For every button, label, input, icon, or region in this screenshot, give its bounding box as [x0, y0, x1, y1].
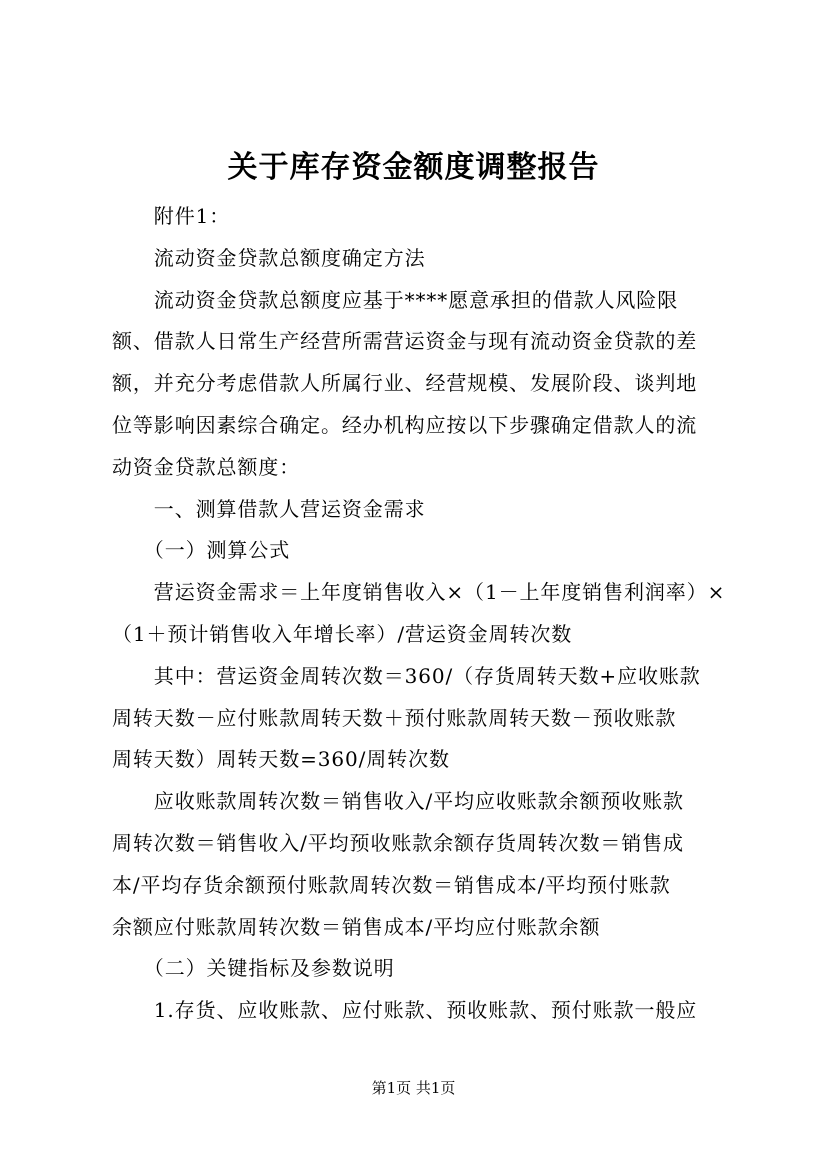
paragraph-line: 1.存货、应收账款、应付账款、预收账款、预付账款一般应 — [112, 998, 698, 1023]
paragraph-line: 本/平均存货余额预付账款周转次数＝销售成本/平均预付账款 — [112, 872, 671, 897]
document-body — [112, 196, 728, 1032]
paragraph-line: （1＋预计销售收入年增长率）/营运资金周转次数 — [112, 621, 573, 646]
paragraph-line: 流动资金贷款总额度应基于****愿意承担的借款人风险限 — [112, 287, 679, 312]
paragraph-line: 额，并充分考虑借款人所属行业、经营规模、发展阶段、谈判地 — [112, 371, 698, 396]
paragraph-line: 一、测算借款人营运资金需求 — [112, 496, 426, 521]
paragraph-line: （一）测算公式 — [112, 538, 291, 563]
page-footer: 第1页 共1页 — [371, 1079, 456, 1097]
paragraph-line: 周转天数）周转天数=360/周转次数 — [112, 747, 450, 772]
paragraph-line: 营运资金需求＝上年度销售收入×（1－上年度销售利润率）× — [112, 580, 726, 605]
document-title: 关于库存资金额度调整报告 — [227, 150, 600, 185]
paragraph-line: 附件1： — [112, 204, 231, 228]
paragraph-line: 位等影响因素综合确定。经办机构应按以下步骤确定借款人的流 — [112, 412, 698, 437]
paragraph-line: 流动资金贷款总额度确定方法 — [112, 245, 426, 270]
paragraph-line: （二）关键指标及参数说明 — [112, 956, 395, 981]
paragraph-line: 余额应付账款周转次数＝销售成本/平均应付账款余额 — [112, 914, 601, 939]
paragraph-line: 应收账款周转次数＝销售收入/平均应收账款余额预收账款 — [112, 789, 684, 814]
paragraph-line: 周转天数－应付账款周转天数＋预付账款周转天数－预收账款 — [112, 705, 677, 730]
paragraph-line: 周转次数＝销售收入/平均预收账款余额存货周转次数＝销售成 — [112, 830, 684, 855]
paragraph-line: 额、借款人日常生产经营所需营运资金与现有流动资金贷款的差 — [112, 329, 698, 354]
paragraph-line: 其中：营运资金周转次数＝360/（存货周转天数+应收账款 — [112, 663, 701, 688]
paragraph-line: 动资金贷款总额度： — [112, 454, 301, 479]
